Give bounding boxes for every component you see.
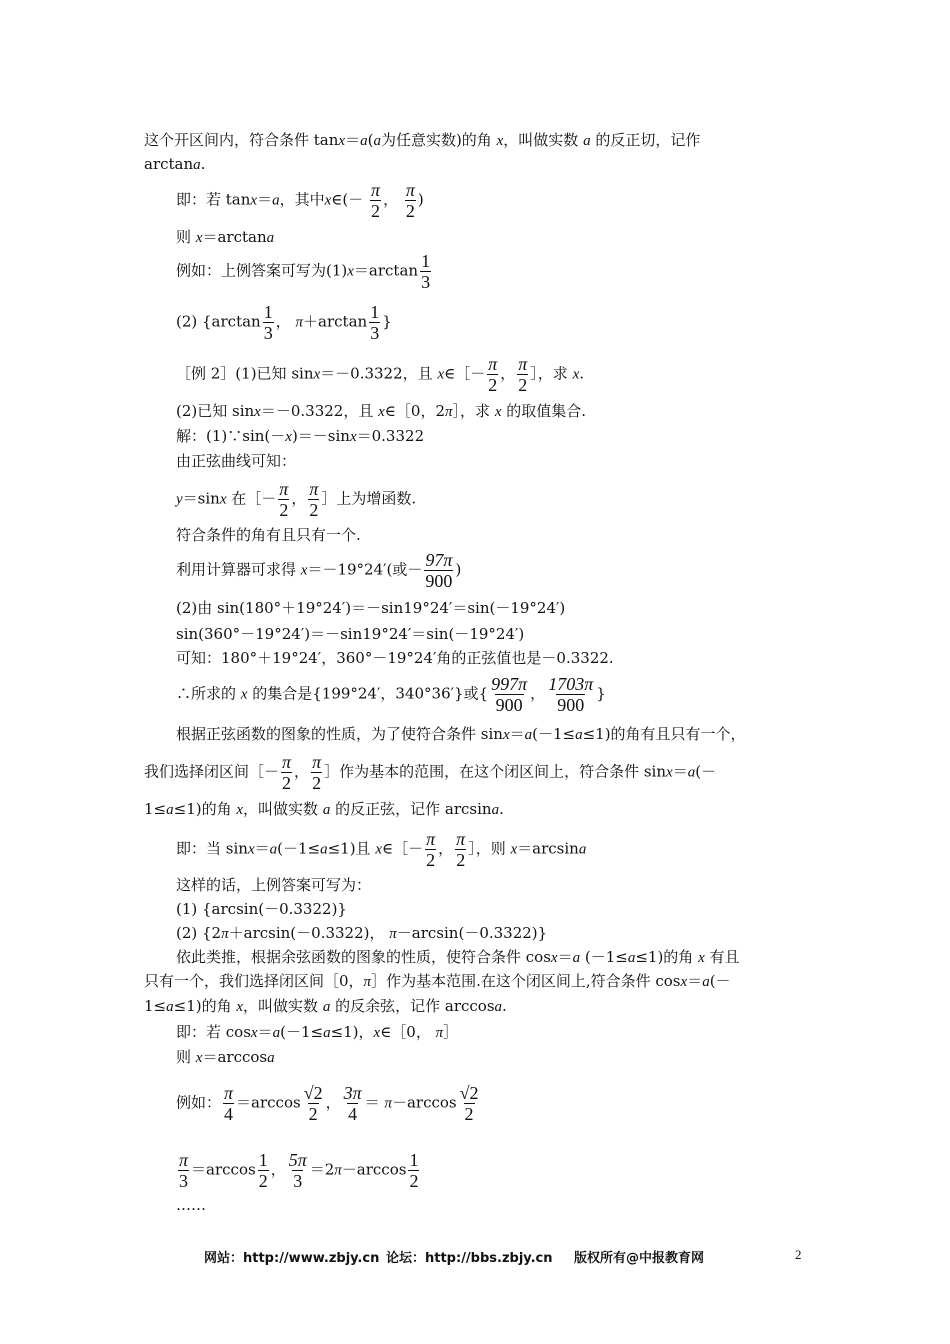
formula-line: 例如：上例答案可写为(1)x＝arctan $\frac{1}{3}$: [176, 251, 431, 292]
text-line: 即：若 cosx＝a(－1≤a≤1)，x∈［0， π］: [176, 1023, 459, 1041]
text-line: 解：(1)∵sin(－x)＝－sinx＝0.3322: [176, 427, 425, 445]
text-line: (1) {arcsin(－0.3322)}: [176, 900, 347, 918]
fraction: $\frac{√2}{2}$: [459, 1083, 479, 1124]
text-line: 只有一个，我们选择闭区间［0，π］作为基本范围.在这个闭区间上,符合条件 cosx＝a(－: [144, 972, 731, 990]
formula-line: 我们选择闭区间［－ $\frac{\pi}{2}$ ， $\frac{\pi}{2}$ ］作为基本的范围，在这个闭区间上，符合条件 sinx＝a(－: [144, 752, 717, 793]
fraction: $\frac{1}{3}$: [421, 251, 431, 292]
fraction: $\frac{\pi}{2}$: [282, 752, 292, 793]
text-line: 符合条件的角有且只有一个.: [176, 526, 361, 544]
fraction: $\frac{\pi}{2}$: [309, 479, 319, 520]
formula-line: 例如： $\frac{\pi}{4}$ ＝arccos $\frac{√2}{2}$ ， $\frac{3\pi}{4}$ ＝ π－arccos $\frac{√2}{2}$: [176, 1083, 479, 1124]
fraction: $\frac{\pi}{2}$: [279, 479, 289, 520]
fraction: $\frac{1}{3}$: [263, 302, 273, 343]
text-line: 依此类推，根据余弦函数的图象的性质，使符合条件 cosx＝a (－1≤a≤1)的角 x 有且: [176, 948, 740, 966]
text-line: sin(360°－19°24′)＝－sin19°24′＝sin(－19°24′): [176, 625, 525, 643]
fraction: $\frac{\pi}{4}$: [224, 1083, 234, 1124]
fraction: $\frac{\pi}{2}$: [488, 354, 498, 395]
fraction: $\frac{\pi}{2}$: [405, 180, 415, 221]
text-line: 这个开区间内，符合条件 tanx＝a(a为任意实数)的角 x，叫做实数 a 的反正切，记作: [144, 131, 701, 149]
formula-line: ∴所求的 x 的集合是{199°24′，340°36′}或{ $\frac{997\pi}{900}$ ， $\frac{1703\pi}{900}$ }: [176, 674, 606, 715]
footer-site-link[interactable]: 网站：http://www.zbjy.cn: [204, 1251, 380, 1266]
text-line: 这样的话，上例答案可写为：: [176, 876, 372, 894]
fraction: $\frac{5\pi}{3}$: [288, 1150, 307, 1191]
page-number: 2: [795, 1247, 802, 1262]
fraction: $\frac{\pi}{2}$: [456, 829, 466, 870]
fraction: $\frac{1}{3}$: [370, 302, 380, 343]
fraction: $\frac{97\pi}{900}$: [425, 550, 453, 591]
text-line: 则 x＝arccosa: [176, 1048, 275, 1066]
text-line: 1≤a≤1)的角 x，叫做实数 a 的反正弦，记作 arcsina.: [144, 800, 504, 818]
footer-copyright: 版权所有@中报教育网: [574, 1251, 705, 1266]
fraction: $\frac{\pi}{2}$: [426, 829, 436, 870]
text-line: arctana.: [144, 155, 206, 173]
formula-line: y＝sinx 在［－ $\frac{\pi}{2}$ ， $\frac{\pi}{2}$ ］上为增函数.: [176, 479, 417, 520]
fraction: $\frac{3\pi}{4}$: [343, 1083, 362, 1124]
formula-line: (2) {arctan $\frac{1}{3}$ ， π＋arctan $\frac{1}{3}$ }: [176, 302, 392, 343]
formula-line: $\frac{\pi}{3}$ ＝arccos $\frac{1}{2}$ ， $\frac{5\pi}{3}$ ＝2π－arccos $\frac{1}{2}$: [179, 1150, 419, 1191]
text-line: 可知：180°＋19°24′，360°－19°24′角的正弦值也是－0.3322.: [176, 649, 614, 667]
text-line: 由正弦曲线可知：: [176, 452, 297, 470]
fraction: $\frac{1}{2}$: [409, 1150, 419, 1191]
fraction: $\frac{\pi}{2}$: [518, 354, 528, 395]
ellipsis: ……: [176, 1196, 206, 1214]
formula-line: 利用计算器可求得 x＝－19°24′(或－ $\frac{97\pi}{900}$ ): [176, 550, 462, 591]
text-line: (2)由 sin(180°＋19°24′)＝－sin19°24′＝sin(－19°24′): [176, 599, 566, 617]
text-line: 则 x＝arctana: [176, 228, 275, 246]
text-line: (2) {2π＋arcsin(－0.3322)， π－arcsin(－0.3322)}: [176, 924, 548, 942]
text-line: (2)已知 sinx＝－0.3322，且 x∈［0，2π］，求 x 的取值集合.: [176, 402, 587, 420]
fraction: $\frac{997\pi}{900}$: [491, 674, 528, 715]
fraction: $\frac{1}{2}$: [258, 1150, 268, 1191]
formula-line: 即：若 tanx＝a，其中x∈(－ $\frac{\pi}{2}$ ， $\frac{\pi}{2}$ ): [176, 180, 424, 221]
formula-line: ［例 2］(1)已知 sinx＝－0.3322，且 x∈［－ $\frac{\pi}{2}$ ， $\frac{\pi}{2}$ ］，求 x.: [176, 354, 585, 395]
footer-forum-link[interactable]: 论坛：http://bbs.zbjy.cn: [386, 1251, 553, 1266]
fraction: $\frac{\pi}{2}$: [312, 752, 322, 793]
fraction: $\frac{\pi}{2}$: [371, 180, 381, 221]
text-line: 根据正弦函数的图象的性质，为了使符合条件 sinx＝a(－1≤a≤1)的角有且只有一个，: [176, 725, 746, 743]
fraction: $\frac{√2}{2}$: [303, 1083, 323, 1124]
formula-line: 即：当 sinx＝a(－1≤a≤1)且 x∈［－ $\frac{\pi}{2}$ ， $\frac{\pi}{2}$ ］，则 x＝arcsina: [176, 829, 587, 870]
fraction: $\frac{\pi}{3}$: [179, 1150, 189, 1191]
fraction: $\frac{1703\pi}{900}$: [548, 674, 594, 715]
text-line: 1≤a≤1)的角 x，叫做实数 a 的反余弦，记作 arccosa.: [144, 997, 507, 1015]
